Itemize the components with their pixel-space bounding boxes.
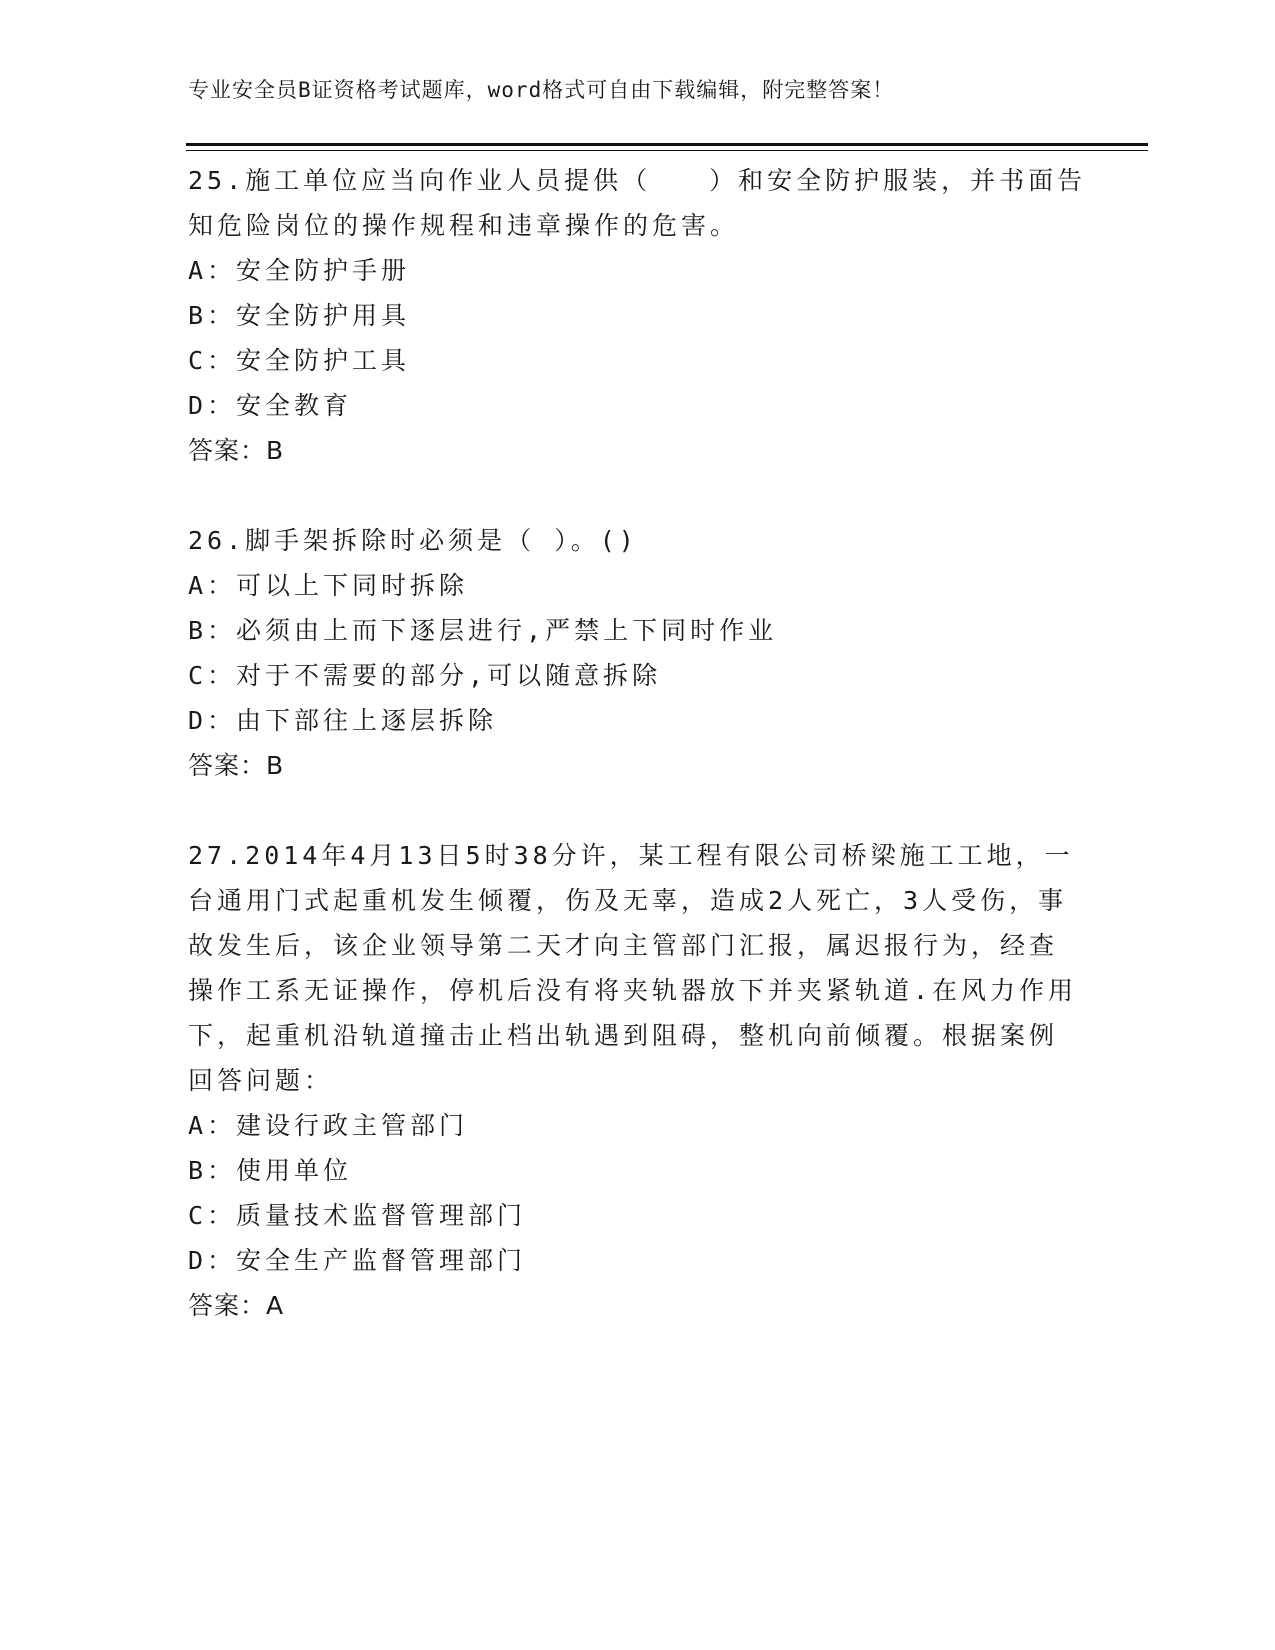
question-stem-line: 回答问题：: [188, 1066, 334, 1095]
option-d: D：安全教育: [188, 391, 353, 420]
question-stem-line: 下，起重机沿轨道撞击止档出轨遇到阻碍，整机向前倾覆。根据案例: [188, 1021, 1059, 1050]
option-c: C：质量技术监督管理部门: [188, 1201, 527, 1230]
option-b: B：使用单位: [188, 1156, 353, 1185]
question-stem-line: 操作工系无证操作，停机后没有将夹轨器放下并夹紧轨道.在风力作用: [188, 976, 1078, 1005]
question-26: [188, 518, 1088, 788]
question-stem-line: 27.2014年4月13日5时38分许，某工程有限公司桥梁施工工地，一: [188, 841, 1074, 870]
option-a: A：建设行政主管部门: [188, 1111, 469, 1140]
question-stem: 25.施工单位应当向作业人员提供（ ）和安全防护服装，并书面告: [188, 166, 1087, 195]
option-b: B：安全防护用具: [188, 301, 411, 330]
option-c: C：安全防护工具: [188, 346, 411, 375]
answer-line: 答案：B: [188, 751, 285, 780]
question-stem-line: 台通用门式起重机发生倾覆，伤及无辜，造成2人死亡，3人受伤，事: [188, 886, 1068, 915]
question-25: [188, 158, 1088, 473]
question-spacer: [188, 788, 1088, 833]
option-a: A：安全防护手册: [188, 256, 411, 285]
header-divider-thick: [186, 143, 1148, 146]
option-a: A：可以上下同时拆除: [188, 571, 469, 600]
option-d: D：由下部往上逐层拆除: [188, 706, 498, 735]
question-spacer: [188, 473, 1088, 518]
answer-line: 答案：A: [188, 1291, 285, 1320]
question-stem: 知危险岗位的操作规程和违章操作的危害。: [188, 211, 740, 240]
header-divider-thin: [186, 150, 1148, 151]
question-27: [188, 833, 1088, 1328]
question-list: [188, 158, 1088, 1328]
option-d: D：安全生产监督管理部门: [188, 1246, 527, 1275]
option-c: C：对于不需要的部分,可以随意拆除: [188, 661, 662, 690]
document-header-note: 专业安全员B证资格考试题库，word格式可自由下载编辑，附完整答案！: [188, 78, 895, 102]
option-b: B：必须由上而下逐层进行,严禁上下同时作业: [188, 616, 778, 645]
answer-line: 答案：B: [188, 436, 285, 465]
question-stem-line: 故发生后，该企业领导第二天才向主管部门汇报，属迟报行为，经查: [188, 931, 1059, 960]
question-stem: 26.脚手架拆除时必须是（ ）。(): [188, 526, 638, 555]
